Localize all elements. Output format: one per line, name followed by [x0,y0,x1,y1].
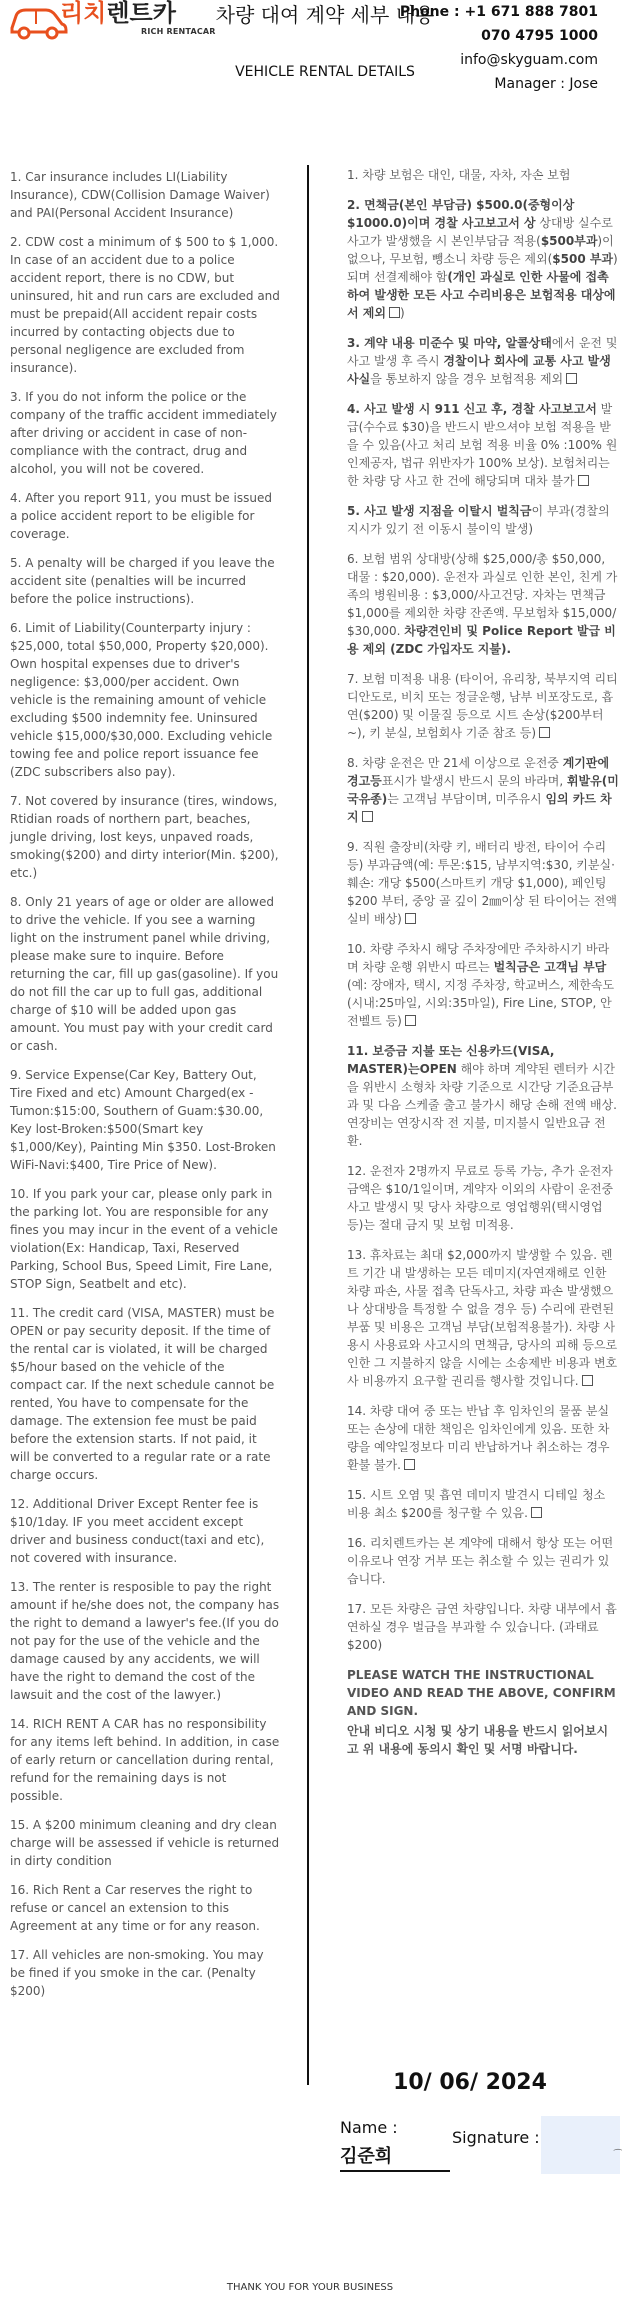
term-kr-12: 12. 운전자 2명까지 무료로 등록 가능, 추가 운전자 금액은 $10/1일이며, 계약자 이외의 사람이 운전중 사고 발생시 및 당사 차량으로 영업행위(택시영업 등)는 절대 금지 및 보험 미적용. [347,1164,614,1232]
car-logo-icon [8,2,68,40]
term-kr-1: 1. 차량 보험은 대인, 대물, 자차, 자손 보험 [347,168,571,182]
term-en-7: 7. Not covered by insurance (tires, windows, Rtidian roads of northern part, beaches, jungle driving, lost keys, unpaved roads, smoking($200) and dirty interior(Min. $200), etc.) [10,794,279,880]
term-kr-5-text: 이 부과(경찰의 지시가 있기 전 이동시 불이익 발생) [347,504,610,536]
term-kr-10-text: 10. 차량 주차시 해당 주차장에만 주차하시기 바라며 차량 운행 위반시 따르는 [347,942,610,974]
term-kr-3-text: 에서 운전 및 사고 발생 후 즉시 [347,336,618,368]
term-en-13: 13. The renter is resposible to pay the right amount if he/she does not, the company has the right to demand a lawyer's fee.(If you do not pay for the use of the vehicle and the damage caused by any accidents, we will have the right to demand the cost of the lawsuit and the cost of the lawyer.) [10,1580,280,1702]
term-kr-14-text: 14. 차량 대여 중 또는 반납 후 임차인의 물품 분실 또는 손상에 대한 책임은 임차인에게 있음. 또한 차량을 예약일정보다 미리 반납하거나 취소하는 경우 환불 불가. [347,1404,610,1472]
signature-label: Signature : [452,2128,540,2147]
term-kr-13-text: 13. 휴차료는 최대 $2,000까지 발생할 수 있음. 렌트 기간 내 발생하는 모든 데미지(자연재해로 인한 차량 파손, 사물 접촉 단독사고, 차량 파손 발생했으나 상대방을 특정할 수 없을 경우 등) 수리에 관련된 부품 및 비용은 고객님 부담(보험적용불가). 차량 사용시 사용료와 사고시의 면책금, 당사의 피해 등으로 인한 그 지불하지 않을 시에는 소송제반 비용과 변호사 비용까지 요구할 권리를 행사할 것입니다. [347,1248,618,1388]
term-en-4: 4. After you report 911, you must be issued a police accident report to be eligible for coverage. [10,491,272,541]
term-kr-8-checkbox[interactable] [362,811,373,822]
term-kr-2-text3: )되며 선결제해야 함 [347,252,618,284]
term-kr-4-bold: 4. 사고 발생 시 911 신고 후, 경찰 사고보고서 [347,402,597,416]
term-en-14: 14. RICH RENT A CAR has no responsibility for any items left behind. In addition, in case of early return or cancellation during rental, refund for the remaining days is not possible. [10,1717,280,1803]
term-kr-6-text: 6. 보험 범위 상대방(상해 $25,000/총 $50,000, 대물 : $20,000). 운전자 과실로 인한 본인, 친게 가족의 병원비용 : $3,000/사고건당. 자차는 면책금 $1,000를 제외한 차량 잔존액. 무보험차 $15,000/ $30,000. [347,552,618,638]
term-kr-2-bold: 2. 면책금(본인 부담금) $500.0(중형이상 $1000.0)이며 경찰 사고보고서 상 [347,198,575,230]
term-kr-8-bold2: 휘발유(미국유종) [347,774,619,806]
term-kr-2-checkbox[interactable] [389,307,400,318]
term-kr-10-checkbox[interactable] [405,1015,416,1026]
term-en-10: 10. If you park your car, please only park in the parking lot. You are responsible for any fines you may incur in the event of a vehicle violation(Ex: Handicap, Taxi, Reserved Parking, School Bus, Speed Limit, Fire Lane, STOP Sign, Seatbelt and etc). [10,1187,278,1291]
term-kr-4-text: 발급(수수료 $30)을 반드시 받으셔야 보험 적용을 받을 수 있음(사고 처리 보험 적용 비율 0% :100% 원인제공자, 법규 위반자가 100% 보상). 보험처리는 한 차량 당 사고 한 건에 해당되며 대차 불가 [347,402,618,488]
term-kr-9 [347,838,619,928]
term-kr-11 [347,1042,619,1150]
confirm-instruction-en: PLEASE WATCH THE INSTRUCTIONAL VIDEO AND READ THE ABOVE, CONFIRM AND SIGN. [347,1668,616,1718]
term-kr-8-text: 8. 차량 운전은 만 21세 이상으로 운전중 [347,756,563,770]
term-kr-3-checkbox[interactable] [566,373,577,384]
term-en-17: 17. All vehicles are non-smoking. You may be fined if you smoke in the car. (Penalty $200) [10,1948,264,1998]
brand-kr-rich: 리치 [60,0,107,27]
term-en-15: 15. A $200 minimum cleaning and dry clean charge will be assessed if vehicle is returned in dirty condition [10,1818,280,1868]
term-kr-5-bold: 5. 사고 발생 지점을 이탈시 벌칙금 [347,504,532,518]
term-en-9: 9. Service Expense(Car Key, Battery Out, Tire Fixed and etc) Amount Charged(ex - Tumon:$15:00, Southern of Guam:$30.00, Key lost-Broken:$500(Smart key $1,000/Key), Painting Min $350. Lost-Broken WiFi-Navi:$400, Tire Price of New). [10,1068,276,1172]
term-kr-8-bold: 계기판에 경고등 [347,756,610,788]
term-kr-3-text2: 을 통보하지 않을 경우 보험적용 제외 [370,372,564,386]
term-en-12: 12. Additional Driver Except Renter fee is $10/1day. IF you meet accident except driver and business conduct(taxi and etc), not covered with insurance. [10,1497,265,1565]
term-kr-9-text: 9. 직원 출장비(차량 키, 배터리 방전, 타이어 수리등) 부과금액(예: 투몬:$15, 남부지역:$30, 키분실·훼손: 개당 $500(스마트키 개당 $1,000), 페인팅 $200 부터, 중앙 골 깊이 2㎜이상 된 타이어는 전액 실비 배상) [347,840,617,926]
signature-box[interactable] [541,2116,620,2174]
terms-english [10,168,280,2011]
brand-name [60,0,176,27]
brand-en: RICH RENTACAR [141,27,216,36]
confirm-instruction-kr: 안내 비디오 시청 및 상기 내용을 반드시 읽어보시고 위 내용에 동의시 확인 및 서명 바랍니다. [347,1724,609,1756]
term-kr-8-text2: 표시가 발생시 반드시 문의 바라며, [381,774,567,788]
term-kr-6 [347,550,619,658]
term-kr-7 [347,670,619,742]
term-kr-4 [347,400,619,490]
term-en-11: 11. The credit card (VISA, MASTER) must be OPEN or pay security deposit. If the time of the rental car is violated, it will be charged $5/hour based on the vehicle of the compact car. If the next schedule cannot be rented, You have to compensate for the damage. The extension fee must be paid before the extension starts. If not paid, it will be converted to a regular rate or a rate charge occurs. [10,1306,275,1482]
term-kr-10 [347,940,619,1030]
term-kr-13-checkbox[interactable] [582,1375,593,1386]
term-en-8: 8. Only 21 years of age or older are allowed to drive the vehicle. If you see a warning light on the instrument panel while driving, please make sure to inquire. Before returning the car, fill up gas(gasoline). If you do not fill the car up to full gas, additional charge of $10 will be added upon gas amount. You must pay with your credit card or cash. [10,895,279,1053]
term-kr-14 [347,1402,619,1474]
term-kr-3-bold: 3. 계약 내용 미준수 및 마약, 알콜상태 [347,336,552,350]
term-kr-15-text: 15. 시트 오염 및 흡연 데미지 발견시 디테일 청소 비용 최소 $200를 청구할 수 있음. [347,1488,606,1520]
term-en-5: 5. A penalty will be charged if you leave the accident site (penalties will be incurred before the police instructions). [10,556,275,606]
column-divider [307,165,309,2085]
term-kr-14-checkbox[interactable] [404,1459,415,1470]
term-kr-6-bold: 차량견인비 및 Police Report 발급 비용 제외 (ZDC 가입자도 지불). [347,624,616,656]
phone-number: Phone : +1 671 888 7801 [399,4,598,20]
contact-info [400,0,598,96]
page-title-kr: 차량 대여 계약 세부 내용 [215,3,435,27]
page-title-en: VEHICLE RENTAL DETAILS [235,64,415,80]
term-kr-17: 17. 모든 차량은 금연 차량입니다. 차량 내부에서 흡연하실 경우 벌금을 부과할 수 있습니다. (과태료 $200) [347,1602,617,1652]
term-kr-2-bold4: (개인 과실로 인한 사물에 접촉하여 발생한 모든 사고 수리비용은 보험적용 대상에서 제외 [347,270,616,320]
term-kr-10-bold: 벌칙금은 고객님 부담 [493,960,607,974]
term-kr-11-text: 해야 하며 계약된 렌터카 시간을 위반시 소형차 차량 기준으로 시간당 기준요금부과 및 다음 스케줄 출고 불가시 해당 손해 전액 배상. 연장비는 연장시작 전 지불, 미지불시 일반요금 전환. [347,1062,617,1148]
term-en-16: 16. Rich Rent a Car reserves the right to refuse or cancel an extension to this Agreement at any time or for any reason. [10,1883,260,1933]
term-kr-3 [347,334,619,388]
term-kr-2-text: 상대방 실수로 사고가 발생했을 시 본인부담금 적용( [347,216,613,248]
term-kr-16: 16. 리치렌트카는 본 계약에 대해서 항상 또는 어떤 이유로나 연장 거부 또는 취소할 수 있는 권리가 있습니다. [347,1536,614,1586]
term-kr-2-bold2: $500부과 [540,234,598,248]
term-kr-11-bold: 11. 보증금 지불 또는 신용카드(VISA, MASTER)는OPEN [347,1044,555,1076]
signature-date: 10/ 06/ 2024 [393,2070,547,2095]
term-kr-10-text2: (예: 장애자, 택시, 지정 주차장, 학교버스, 제한속도(시내:25마일, 시외:35마일), Fire Line, STOP, 안전벨트 등) [347,978,615,1028]
footer-thanks: THANK YOU FOR YOUR BUSINESS [226,2282,394,2293]
term-en-3: 3. If you do not inform the police or the company of the traffic accident immediately after driving or accident in case of non-compliance with the contract, drug and alcohol, you will not be covered. [10,390,277,476]
term-kr-4-checkbox[interactable] [578,475,589,486]
term-en-1: 1. Car insurance includes LI(Liability Insurance), CDW(Collision Damage Waiver) and PAI(Personal Accident Insurance) [10,170,270,220]
term-kr-7-checkbox[interactable] [539,727,550,738]
manager-name: Manager : Jose [494,76,598,92]
term-en-2: 2. CDW cost a minimum of $ 500 to $ 1,000. In case of an accident due to a police accident report, there is no CDW, but uninsured, hit and run cars are excluded and must be prepaid(All accident repair costs incurred by contacting objects due to personal negligence are excluded from insurance). [10,235,280,375]
term-kr-15-checkbox[interactable] [531,1507,542,1518]
term-kr-2-close: ) [399,306,405,320]
term-kr-8-text3: 는 고객님 부담이며, 미주유시 [387,792,546,806]
term-en-6: 6. Limit of Liability(Counterparty injury : $25,000, total $50,000, Property $20,000). Own hospital expenses due to driver's negligence: $3,000/per accident. Own vehicle is the remaining amount of vehicle excluding $500 indemnity fee. Uninsured vehicle $15,000/$30,000. Excluding vehicle towing fee and police report issuance fee (ZDC subscribers also pay). [10,621,273,779]
company-logo [8,0,216,48]
term-kr-5 [347,502,619,538]
email-address: info@skyguam.com [460,52,598,68]
terms-korean [347,166,619,1758]
brand-kr-rentacar: 렌트카 [106,0,176,27]
name-value: 김준희 [340,2146,393,2167]
term-kr-8 [347,754,619,826]
term-kr-2-text2: )이 없으나, 무보험, 뺑소니 차량 등은 제외( [347,234,614,266]
term-kr-3-bold2: 경찰이나 회사에 교통 사고 발생 사실 [347,354,611,386]
term-kr-13 [347,1246,619,1390]
term-kr-9-checkbox[interactable] [405,913,416,924]
document-header [0,0,620,90]
term-kr-7-text: 7. 보험 미적용 내용 (타이어, 유리창, 북부지역 리티디안도로, 비치 또는 정글운행, 남부 비포장도로, 흡연($200) 및 이물질 등으로 시트 손상($200부터~), 키 분실, 보험회사 기준 참조 등) [347,672,618,740]
name-underline [340,2170,450,2172]
signature-stroke-icon: ⁀ [614,2150,622,2161]
term-kr-2-bold3: $500 부과 [552,252,614,266]
phone-number-2: 070 4795 1000 [481,28,598,44]
name-label: Name : [340,2118,398,2137]
term-kr-2 [347,196,619,322]
term-kr-8-bold3: 임의 카드 차지 [347,792,612,824]
term-kr-15 [347,1486,619,1522]
